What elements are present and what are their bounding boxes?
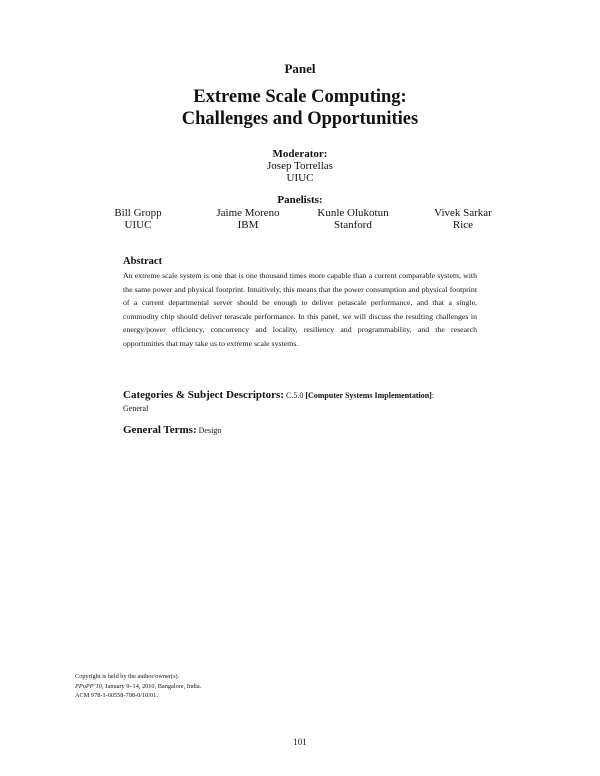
copyright-venue-rest: , January 9–14, 2010, Bangalore, India. xyxy=(101,682,202,690)
moderator-block xyxy=(0,148,600,184)
panelist-name: Bill Gropp xyxy=(114,207,162,219)
categories-section xyxy=(123,389,479,415)
title-line-1: Extreme Scale Computing: xyxy=(193,87,407,107)
moderator-affiliation: UIUC xyxy=(286,172,314,184)
moderator-name: Josep Torrellas xyxy=(267,160,333,172)
panelist-affiliation: Rice xyxy=(452,219,474,231)
abstract-heading: Abstract xyxy=(123,256,163,267)
categories-bracket: [Computer Systems Implementation] xyxy=(305,391,432,400)
panelists-row xyxy=(78,207,528,237)
categories-heading: Categories & Subject Descriptors: xyxy=(123,389,284,401)
page-number: 101 xyxy=(293,737,307,747)
panelist-affiliation: Stanford xyxy=(334,219,372,231)
panelist-name: Kunle Olukotun xyxy=(317,207,389,219)
panelist-affiliation: UIUC xyxy=(124,219,152,231)
panelists-label: Panelists: xyxy=(277,194,323,206)
panelist xyxy=(293,207,413,231)
copyright-line-1: Copyright is held by the author/owner(s). xyxy=(75,673,180,680)
general-terms-heading: General Terms: xyxy=(123,424,197,436)
panelist xyxy=(188,207,308,231)
panelist xyxy=(78,207,198,231)
categories-tail: : xyxy=(431,391,435,400)
categories-line2: General xyxy=(123,404,149,413)
panelist-name: Jaime Moreno xyxy=(216,207,280,219)
copyright-line-3: ACM 978-1-60558-708-0/10/01. xyxy=(75,692,158,699)
copyright-notice xyxy=(75,672,375,701)
panelist xyxy=(403,207,523,231)
moderator-label: Moderator: xyxy=(272,148,328,160)
copyright-line-2 xyxy=(75,682,375,692)
paper-title xyxy=(0,86,600,130)
panelist-affiliation: IBM xyxy=(237,219,259,231)
general-terms-section xyxy=(123,424,479,437)
title-line-2: Challenges and Opportunities xyxy=(181,109,419,129)
categories-code: C.5.0 xyxy=(285,391,304,400)
copyright-venue: PPoPP’10 xyxy=(75,682,102,690)
abstract-text: An extreme scale system is one that is one thousand times more capable than a current comparable system, with the same power and physical footprint. Intuitively, this means that the power consumption and physical footprint of a current departmental server should be enough to deliver petascale performance, and that a single, commodity chip should deliver terascale performance. In this panel, we will discuss the resulting challenges in energy/power efficiency, concurrency and locality, resiliency and programmability, and the research opportunities that may take us to extreme scale systems. xyxy=(123,271,477,348)
panelist-name: Vivek Sarkar xyxy=(434,207,492,219)
general-terms-value: Design xyxy=(198,426,222,435)
session-kicker: Panel xyxy=(284,61,316,76)
